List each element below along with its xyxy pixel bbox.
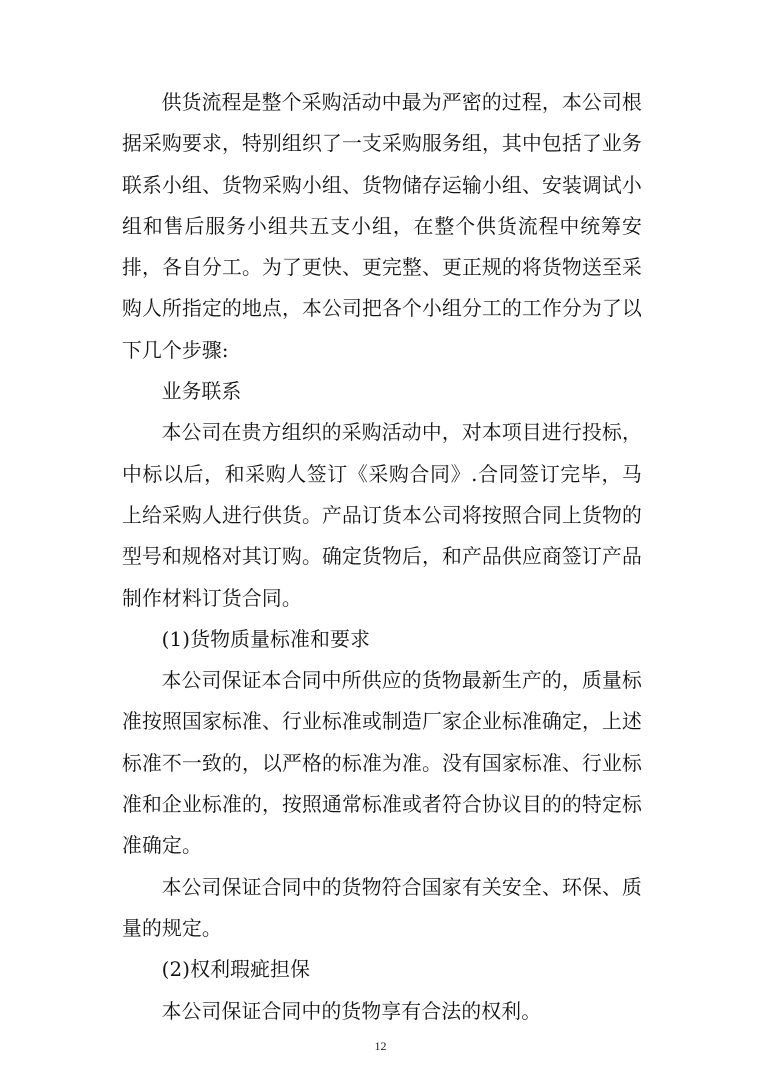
section-heading-warranty: (2)权利瑕疵担保 <box>161 958 311 982</box>
document-body <box>122 82 642 1032</box>
section-heading-quality-standards: (1)货物质量标准和要求 <box>161 627 371 651</box>
page-number: 12 <box>374 1039 387 1053</box>
paragraph-business-contact: 本公司在贵方组织的采购活动中，对本项目进行投标，中标以后，和采购人签订《采购合同》.合同签订完毕，马上给采购人进行供货。产品订货本公司将按照合同上货物的型号和规格对其订购。确定货物后，和产品供应商签订产品制作材料订货合同。 <box>122 421 642 610</box>
paragraph-quality-standards: 本公司保证本合同中所供应的货物最新生产的，质量标准按照国家标准、行业标准或制造厂家企业标准确定，上述标准不一致的，以严格的标准为准。没有国家标准、行业标准和企业标准的，按照通常标准或者符合协议目的的特定标准确定。 <box>122 669 642 858</box>
paragraph-warranty: 本公司保证合同中的货物享有合法的权利。 <box>161 999 542 1023</box>
paragraph-safety-compliance: 本公司保证合同中的货物符合国家有关安全、环保、质量的规定。 <box>122 875 642 940</box>
section-heading-business-contact: 业务联系 <box>161 380 242 404</box>
paragraph-supply-process: 供货流程是整个采购活动中最为严密的过程，本公司根据采购要求，特别组织了一支采购服务组，其中包括了业务联系小组、货物采购小组、货物储存运输小组、安装调试小组和售后服务小组共五支小组，在整个供货流程中统筹安排，各自分工。为了更快、更完整、更正规的将货物送至采购人所指定的地点，本公司把各个小组分工的工作分为了以下几个步骤: <box>122 91 642 362</box>
